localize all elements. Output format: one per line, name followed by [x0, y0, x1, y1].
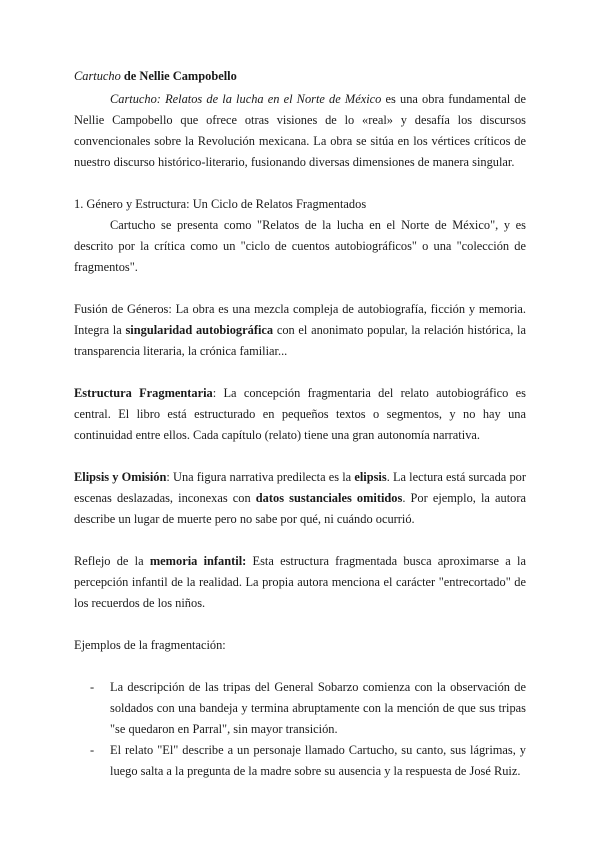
intro-paragraph [74, 89, 526, 173]
document-title [74, 66, 526, 87]
spacer [74, 362, 526, 383]
fusion-text: Fusión de Géneros: La obra es una mezcla compleja de autobiografía, ficción y memoria. Integra la [74, 302, 526, 337]
elipsis-bold: elipsis [354, 470, 387, 484]
reflejo-bold: memoria infantil: [149, 554, 247, 568]
dash-marker: - [90, 680, 95, 694]
spacer [74, 278, 526, 299]
elipsis-text: . Por ejemplo, la autora describe un lugar de muerte pero no sabe por qué, ni cuándo ocurrió. [74, 491, 526, 526]
list-item-text: La descripción de las tripas del General Sobarzo comienza con la observación de soldados con una bandeja y termina abruptamente con la mención de que sus tripas "se quedaron en Parral", sin mayor transición. [110, 680, 526, 736]
reflejo-text: Reflejo de la [74, 554, 150, 568]
spacer [74, 530, 526, 551]
list-item [74, 677, 526, 740]
fusion-bold: singularidad autobiográfica [125, 323, 274, 337]
elipsis-text: . La lectura está surcada por escenas deslazadas, inconexas con [74, 470, 526, 505]
spacer [74, 614, 526, 635]
spacer [74, 173, 526, 194]
spacer [74, 656, 526, 677]
reflejo-paragraph [74, 551, 526, 614]
list-item [74, 740, 526, 782]
elipsis-paragraph [74, 467, 526, 530]
fusion-text: con el anonimato popular, la relación histórica, la transparencia literaria, la crónica familiar... [74, 323, 526, 358]
estructura-bold: Estructura Fragmentaria [74, 386, 213, 400]
reflejo-text: Esta estructura fragmentada busca aproximarse a la percepción infantil de la realidad. La propia autora menciona el carácter "entrecortado" de los recuerdos de los niños. [74, 554, 526, 610]
fusion-paragraph [74, 299, 526, 362]
elipsis-bold: datos sustanciales omitidos [255, 491, 403, 505]
spacer [74, 446, 526, 467]
estructura-paragraph [74, 383, 526, 446]
ejemplos-list [74, 677, 526, 782]
dash-marker: - [90, 743, 95, 757]
title-work: Cartucho [74, 69, 121, 83]
intro-italic: Cartucho: Relatos de la lucha en el Norte de México [110, 92, 382, 106]
title-author: de Nellie Campobello [120, 69, 237, 83]
section-heading: 1. Género y Estructura: Un Ciclo de Relatos Fragmentados [74, 197, 367, 211]
section-paragraph: Cartucho se presenta como "Relatos de la lucha en el Norte de México", y es descrito por la crítica como un "ciclo de cuentos autobiográficos" o una "colección de fragmentos". [74, 218, 526, 274]
intro-text: es una obra fundamental de Nellie Campobello que ofrece otras visiones de lo «real» y desafía los discursos convencionales sobre la Revolución mexicana. La obra se sitúa en los vértices críticos de nuestro discurso histórico-literario, fusionando diversas dimensiones de manera singular. [74, 92, 526, 169]
ejemplos-heading: Ejemplos de la fragmentación: [74, 638, 226, 652]
list-item-text: El relato "El" describe a un personaje llamado Cartucho, su canto, sus lágrimas, y luego salta a la pregunta de la madre sobre su ausencia y la respuesta de José Ruiz. [110, 743, 526, 778]
estructura-text: : La concepción fragmentaria del relato autobiográfico es central. El libro está estructurado en pequeños textos o segmentos, y no hay una continuidad entre ellos. Cada capítulo (relato) tiene una gran autonomía narrativa. [74, 386, 526, 442]
elipsis-text: : Una figura narrativa predilecta es la [166, 470, 355, 484]
elipsis-bold: Elipsis y Omisión [74, 470, 167, 484]
